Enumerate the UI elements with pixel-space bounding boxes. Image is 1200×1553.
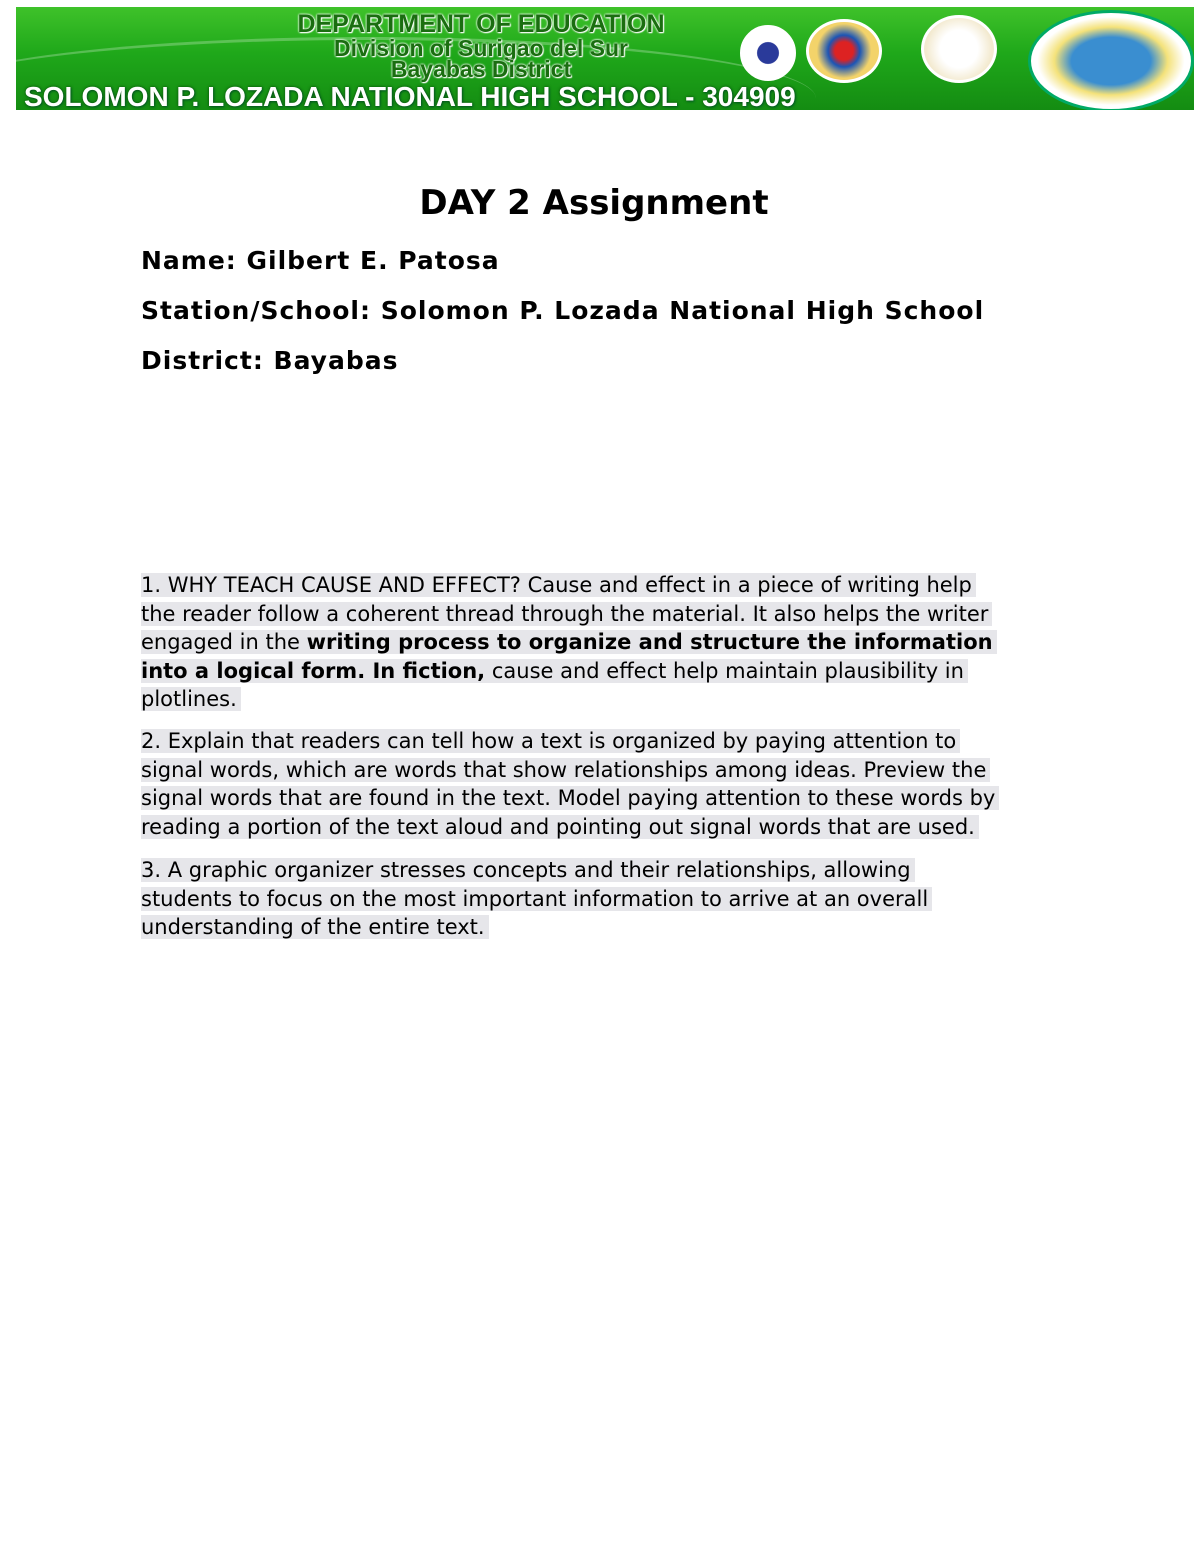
highlighted-text — [141, 815, 979, 839]
highlighted-text — [141, 786, 999, 810]
highlighted-text — [141, 659, 968, 683]
text-segment: the reader follow a coherent thread through the material. It also helps the writer — [141, 601, 989, 626]
text-line — [141, 571, 997, 600]
highlighted-text — [141, 687, 241, 711]
text-line — [141, 727, 999, 756]
text-line — [141, 885, 932, 914]
text-segment: signal words that are found in the text. Model paying attention to these words by — [141, 786, 996, 811]
highlighted-text — [141, 729, 960, 753]
text-line — [141, 628, 997, 657]
text-segment: reading a portion of the text aloud and pointing out signal words that are used. — [141, 814, 975, 839]
school-seal-logo — [1028, 10, 1194, 110]
text-line — [141, 756, 999, 785]
text-segment: signal words, which are words that show relationships among ideas. Preview the — [141, 757, 987, 782]
text-segment: 3. A graphic organizer stresses concepts and their relationships, allowing — [141, 858, 911, 882]
text-segment: students to focus on the most important information to arrive at an overall — [141, 886, 929, 911]
highlighted-text — [141, 887, 932, 911]
banner-school-name: SOLOMON P. LOZADA NATIONAL HIGH SCHOOL - 304909 — [24, 81, 796, 110]
text-segment: engaged in the — [141, 630, 307, 655]
answer-paragraph-2 — [141, 727, 999, 841]
highlighted-text — [141, 630, 997, 654]
highlighted-text — [141, 915, 489, 939]
text-segment: 1. WHY TEACH CAUSE AND EFFECT? Cause and effect in a piece of writing help — [141, 573, 972, 597]
text-line — [141, 856, 932, 885]
banner-division: Division of Surigao del Sur — [334, 35, 628, 61]
text-line — [141, 657, 997, 686]
deped-seal-logo — [740, 25, 796, 81]
school-field: Station/School: Solomon P. Lozada National High School — [141, 296, 985, 325]
page-title: DAY 2 Assignment — [419, 183, 769, 223]
bayabas-district-seal-logo — [921, 15, 997, 83]
highlighted-text — [141, 858, 915, 882]
highlighted-text — [141, 602, 992, 626]
text-line — [141, 913, 932, 942]
school-header-banner — [16, 7, 1194, 110]
answer-paragraph-3 — [141, 856, 932, 942]
text-segment: plotlines. — [141, 687, 237, 712]
text-line — [141, 685, 997, 714]
banner-district: Bayabas District — [390, 56, 572, 82]
banner-department: DEPARTMENT OF EDUCATION — [297, 10, 665, 38]
text-segment: cause and effect help maintain plausibility in — [485, 658, 964, 683]
text-segment: understanding of the entire text. — [141, 915, 485, 940]
bold-text-segment: into a logical form. In fiction, — [141, 658, 486, 683]
highlighted-text — [141, 573, 976, 597]
division-seal-logo — [806, 19, 882, 83]
bold-text-segment: writing process to organize and structure the information — [306, 630, 993, 655]
text-line — [141, 784, 999, 813]
district-field: District: Bayabas — [141, 346, 399, 375]
text-segment: 2. Explain that readers can tell how a text is organized by paying attention to — [141, 729, 957, 753]
highlighted-text — [141, 758, 990, 782]
text-line — [141, 600, 997, 629]
name-field: Name: Gilbert E. Patosa — [141, 246, 500, 275]
text-line — [141, 813, 999, 842]
answer-paragraph-1 — [141, 571, 997, 714]
